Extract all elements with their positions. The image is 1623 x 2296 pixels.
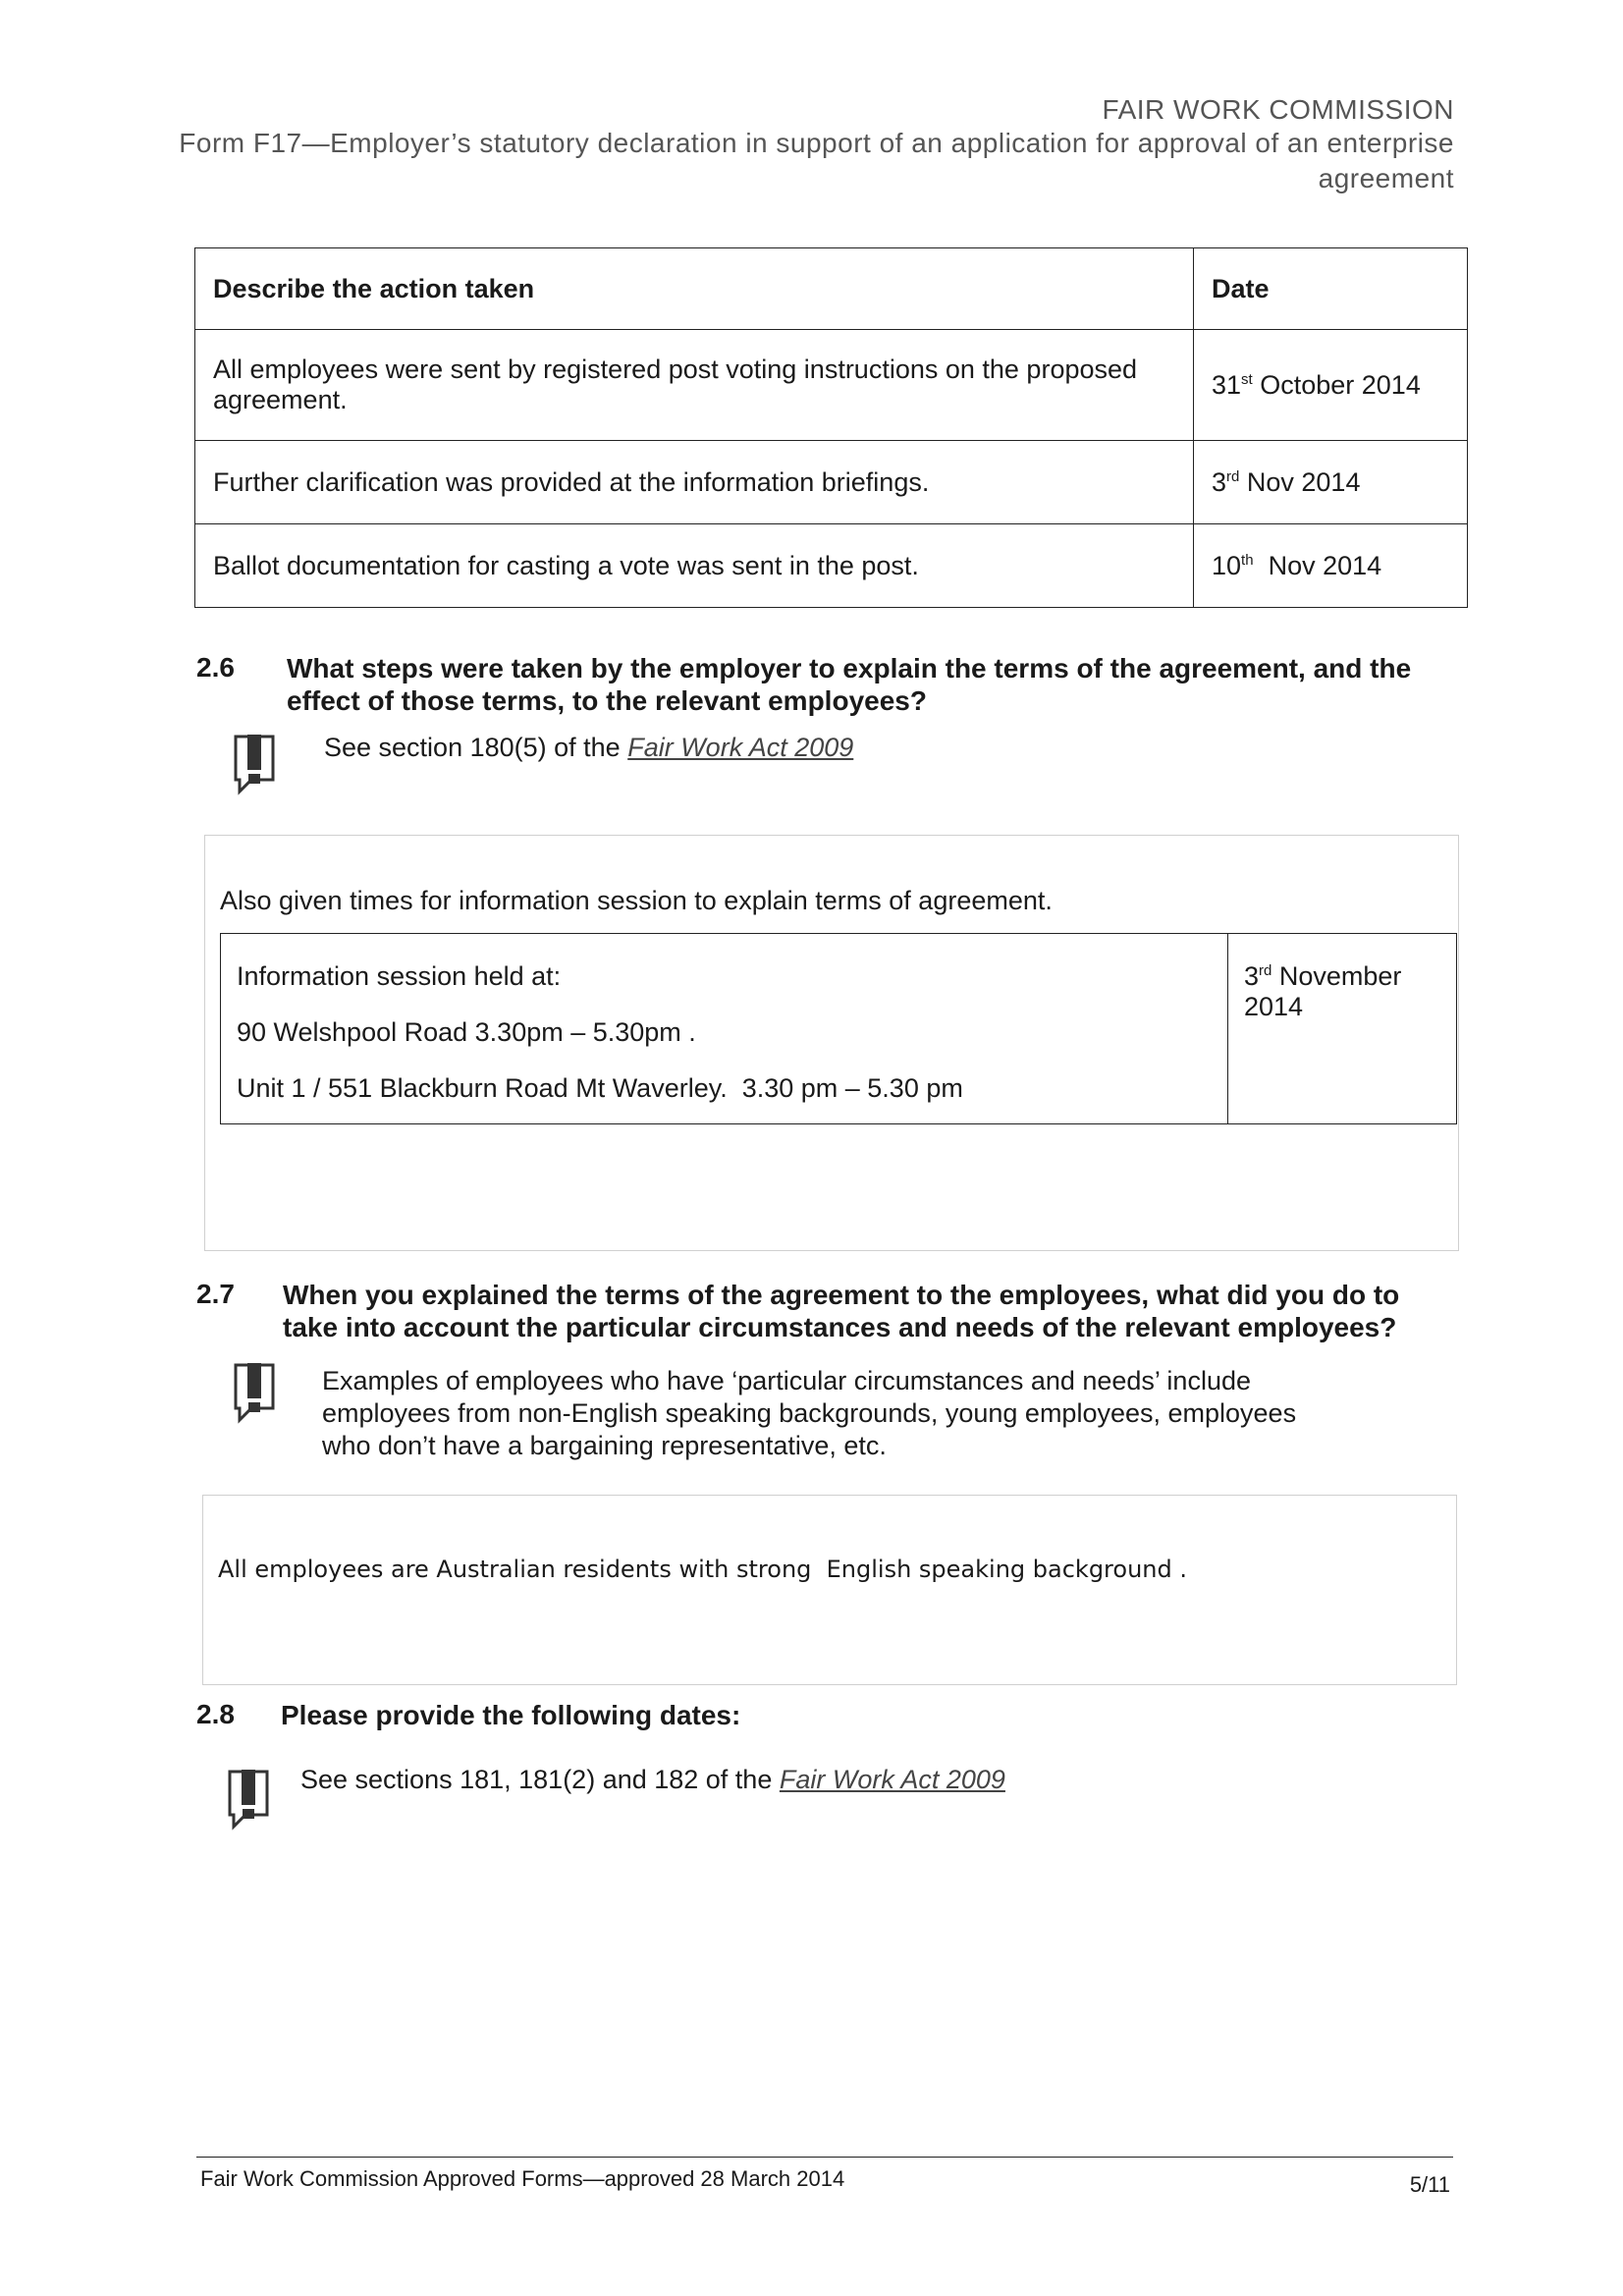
session-table <box>220 933 1457 1124</box>
table-row <box>195 441 1468 524</box>
question-number: 2.6 <box>196 652 235 683</box>
table-row <box>195 524 1468 608</box>
question-text: What steps were taken by the employer to explain the terms of the agreement, and the effect of those terms, to the relevant employees? <box>287 653 1412 716</box>
reference-note: See section 180(5) of the Fair Work Act 2009 <box>324 733 854 762</box>
reference-note: Examples of employees who have ‘particular circumstances and needs’ include employees from non-English speaking backgrounds, young employees, employees who don’t have a bargaining representative, etc. <box>322 1366 1297 1460</box>
date-cell: 31st October 2014 <box>1194 330 1468 441</box>
action-cell: All employees were sent by registered post voting instructions on the proposed agreement. <box>195 330 1194 441</box>
footer-text: Fair Work Commission Approved Forms—approved 28 March 2014 <box>200 2166 845 2191</box>
question-number: 2.7 <box>196 1279 235 1309</box>
question-text: Please provide the following dates: <box>281 1700 741 1730</box>
question-text: When you explained the terms of the agreement to the employees, what did you do to take into account the particular circumstances and needs of the relevant employees? <box>283 1280 1400 1342</box>
table-row <box>221 934 1457 1124</box>
column-header-date: Date <box>1194 248 1468 330</box>
footer-divider <box>196 2157 1453 2158</box>
date-cell: 10th Nov 2014 <box>1194 524 1468 608</box>
exclamation-warning-icon <box>218 729 289 799</box>
table-row <box>195 330 1468 441</box>
header-form-title: Form F17—Employer’s statutory declaration in support of an application for approval of an enterprise <box>179 128 1454 158</box>
header-org: FAIR WORK COMMISSION <box>1102 94 1454 125</box>
session-location: 90 Welshpool Road 3.30pm – 5.30pm . <box>237 1017 696 1047</box>
question-number: 2.8 <box>196 1699 235 1729</box>
act-link[interactable]: Fair Work Act 2009 <box>627 733 854 762</box>
exclamation-warning-icon <box>218 1357 289 1428</box>
action-table <box>194 247 1468 608</box>
answer-box <box>202 1495 1457 1685</box>
session-date-cell: 3rd November 2014 <box>1228 934 1457 1124</box>
table-header-row <box>195 248 1468 330</box>
act-link[interactable]: Fair Work Act 2009 <box>779 1765 1005 1794</box>
action-cell: Further clarification was provided at the information briefings. <box>195 441 1194 524</box>
exclamation-warning-icon <box>212 1764 283 1834</box>
action-cell: Ballot documentation for casting a vote was sent in the post. <box>195 524 1194 608</box>
session-heading: Information session held at: <box>237 961 562 991</box>
header-form-title-cont: agreement <box>1318 163 1454 193</box>
answer-text: All employees are Australian residents with strong English speaking background . <box>218 1556 1187 1583</box>
session-location: Unit 1 / 551 Blackburn Road Mt Waverley. 3.30 pm – 5.30 pm <box>237 1073 963 1103</box>
answer-text: Also given times for information session to explain terms of agreement. <box>220 886 1053 915</box>
column-header-action: Describe the action taken <box>195 248 1194 330</box>
reference-note: See sections 181, 181(2) and 182 of the Fair Work Act 2009 <box>300 1765 1005 1794</box>
date-cell: 3rd Nov 2014 <box>1194 441 1468 524</box>
session-locations-cell <box>221 934 1228 1124</box>
page-number: 5/11 <box>1409 2172 1450 2197</box>
